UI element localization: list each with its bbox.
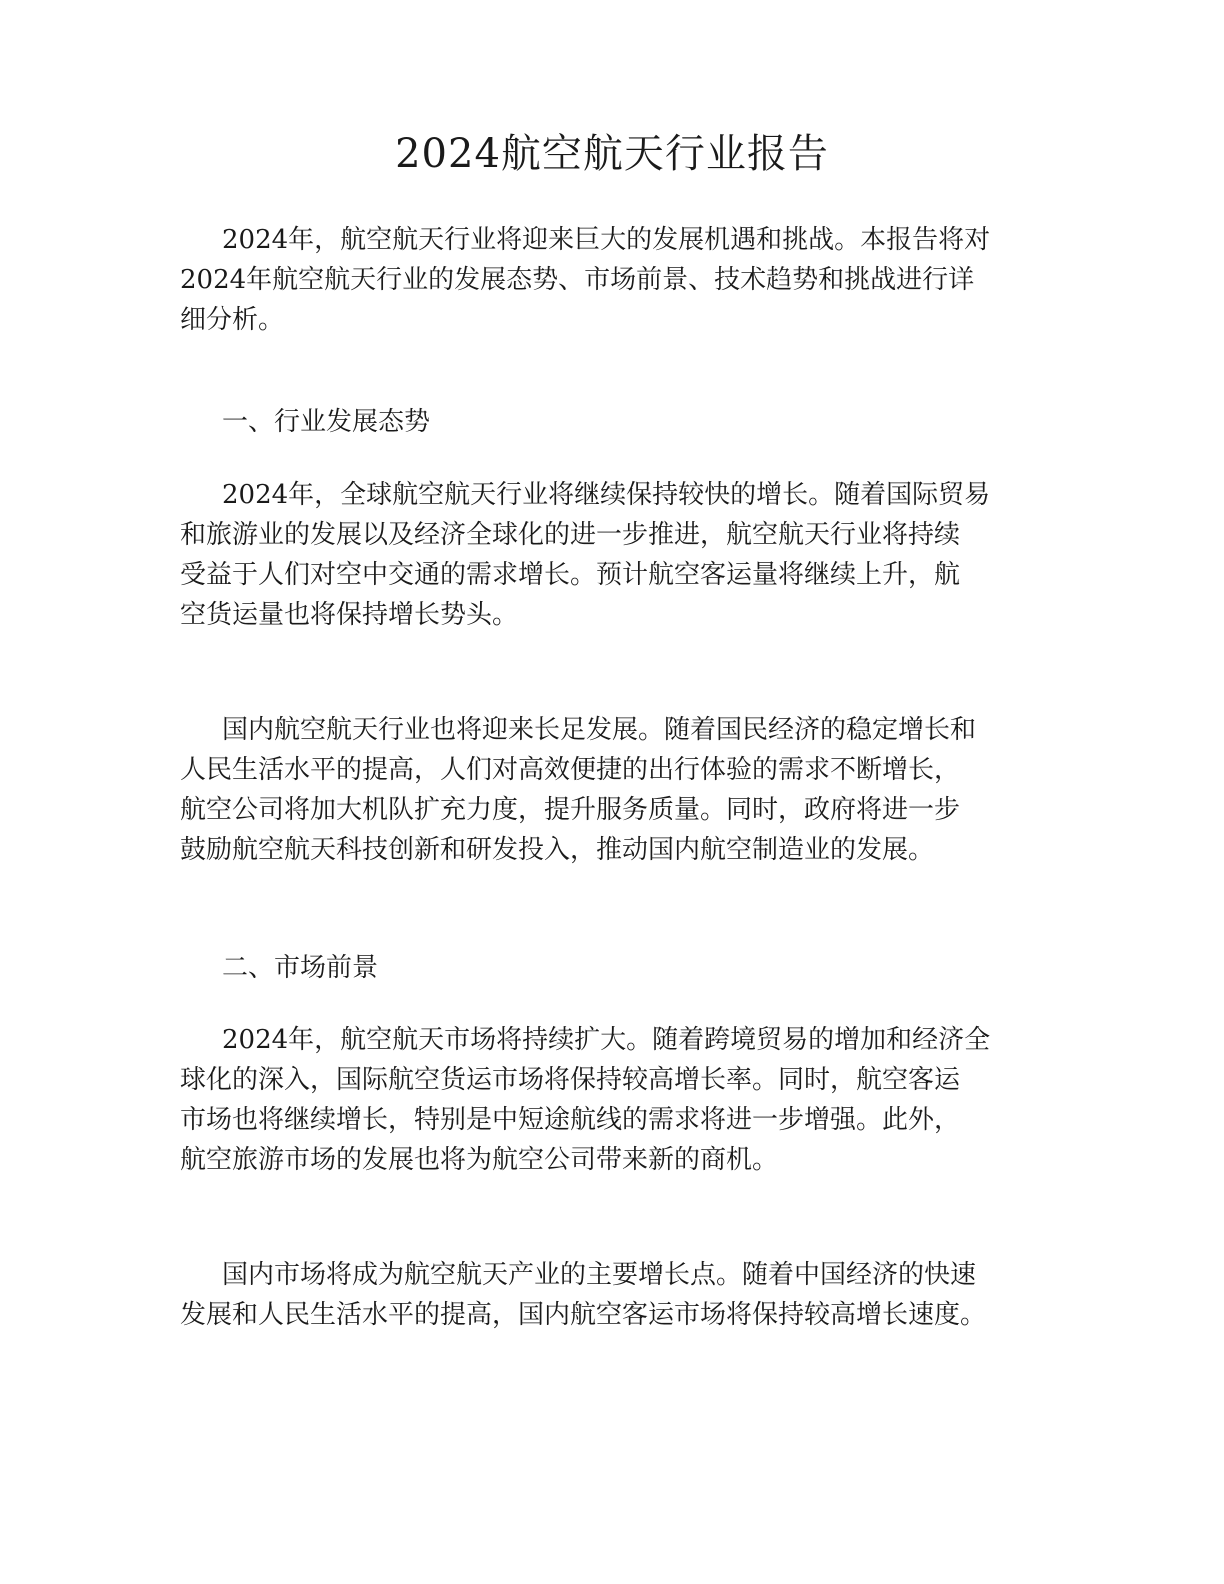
text-line: 国内市场将成为航空航天产业的主要增长点。随着中国经济的快速 — [222, 1260, 977, 1290]
text-line: 发展和人民生活水平的提高，国内航空客运市场将保持较高增长速度。 — [180, 1300, 987, 1330]
text-line: 航空旅游市场的发展也将为航空公司带来新的商机。 — [180, 1145, 779, 1175]
text-line: 人民生活水平的提高，人们对高效便捷的出行体验的需求不断增长， — [180, 755, 961, 785]
text-line: 2024年，航空航天市场将持续扩大。随着跨境贸易的增加和经济全 — [222, 1025, 991, 1055]
section-heading-1 — [180, 402, 1040, 442]
industry-trend-paragraph-2 — [180, 710, 1040, 870]
text-line: 2024年，全球航空航天行业将继续保持较快的增长。随着国际贸易 — [222, 480, 991, 510]
text-line: 细分析。 — [180, 305, 285, 335]
text-line: 2024年航空航天行业的发展态势、市场前景、技术趋势和挑战进行详 — [180, 265, 975, 295]
section-heading: 一、行业发展态势 — [222, 407, 431, 437]
text-line: 空货运量也将保持增长势头。 — [180, 600, 519, 630]
text-line: 国内航空航天行业也将迎来长足发展。随着国民经济的稳定增长和 — [222, 715, 977, 745]
text-line: 球化的深入，国际航空货运市场将保持较高增长率。同时，航空客运 — [180, 1065, 961, 1095]
text-line: 鼓励航空航天科技创新和研发投入，推动国内航空制造业的发展。 — [180, 835, 935, 865]
industry-trend-paragraph-1 — [180, 475, 1040, 635]
text-line: 2024年，航空航天行业将迎来巨大的发展机遇和挑战。本报告将对 — [222, 225, 991, 255]
text-line: 和旅游业的发展以及经济全球化的进一步推进，航空航天行业将持续 — [180, 520, 961, 550]
market-outlook-paragraph-2 — [180, 1255, 1040, 1335]
section-heading-2 — [180, 948, 1040, 988]
text-line: 受益于人们对空中交通的需求增长。预计航空客运量将继续上升，航 — [180, 560, 961, 590]
market-outlook-paragraph-1 — [180, 1020, 1040, 1180]
text-line: 航空公司将加大机队扩充力度，提升服务质量。同时，政府将进一步 — [180, 795, 961, 825]
text-line: 市场也将继续增长，特别是中短途航线的需求将进一步增强。此外， — [180, 1105, 961, 1135]
section-heading: 二、市场前景 — [222, 953, 379, 983]
intro-paragraph — [180, 220, 1040, 340]
document-title: 2024航空航天行业报告 — [395, 131, 829, 177]
